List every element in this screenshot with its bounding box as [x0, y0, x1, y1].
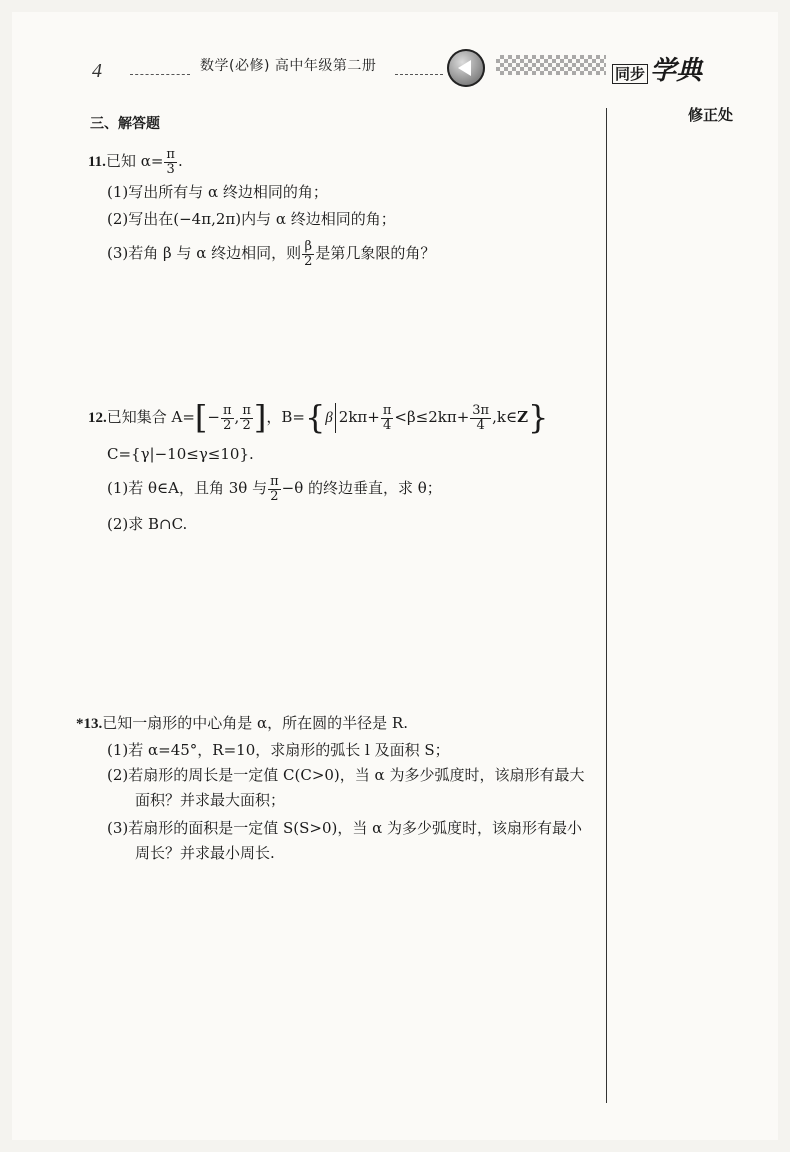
q13-part2-line2: 面积？并求最大面积； — [135, 791, 286, 809]
q13-stem: *13.已知一扇形的中心角是 α，所在圆的半径是 R. — [76, 714, 408, 732]
q11-part1: (1)写出所有与 α 终边相同的角； — [107, 183, 328, 201]
q11-part3: (3)若角 β 与 α 终边相同，则 $\frac{\beta}{2}$ 是第几象限的角？ — [107, 239, 436, 269]
q11-fraction: $\frac{\pi}{3}$ — [166, 147, 175, 177]
page — [12, 12, 778, 1140]
q12-stem: 12.已知集合 A=[− $\frac{\pi}{2}$ , $\frac{\pi}{2}$ ]，B={β 2kπ+ $\frac{\pi}{4}$ <β≤2kπ+ $\frac{3\pi}{4}$ ,k∈Z} — [88, 398, 549, 437]
q13-part3-line1: (3)若扇形的面积是一定值 S(S>0)，当 α 为多少弧度时，该扇形有最小 — [107, 819, 583, 837]
margin-divider — [606, 108, 607, 1103]
q12-part1: (1)若 θ∈A，且角 3θ 与 $\frac{\pi}{2}$ −θ 的终边垂直，求 θ； — [107, 474, 442, 504]
correction-label: 修正处 — [688, 106, 734, 124]
brand-small: 同步 — [612, 64, 648, 84]
q12-part2: (2)求 B∩C. — [107, 515, 188, 533]
brand-big: 学典 — [650, 56, 703, 86]
q11-part2: (2)写出在(−4π,2π)内与 α 终边相同的角； — [107, 210, 396, 228]
book-title: 数学(必修) 高中年级第二册 — [200, 58, 377, 74]
checker-pattern — [496, 55, 606, 75]
q11-stem: 11.已知 α= $\frac{\pi}{3}$ . — [88, 147, 183, 177]
page-number: 4 — [92, 60, 102, 82]
q13-number: *13. — [76, 716, 103, 732]
q13-part2-line1: (2)若扇形的周长是一定值 C(C>0)，当 α 为多少弧度时，该扇形有最大 — [107, 766, 585, 784]
header-divider-mid — [395, 74, 443, 75]
q13-part3-line2: 周长？并求最小周长. — [135, 844, 275, 862]
section-title: 三、解答题 — [90, 116, 160, 132]
q13-part1: (1)若 α=45°，R=10，求扇形的弧长 l 及面积 S； — [107, 741, 450, 759]
q12-number: 12. — [88, 410, 107, 426]
q12-set-c: C={γ|−10≤γ≤10}. — [107, 445, 254, 463]
header-divider-left — [130, 74, 190, 75]
back-arrow-icon — [447, 49, 485, 87]
brand-logo — [612, 50, 702, 87]
q11-number: 11. — [88, 154, 106, 171]
